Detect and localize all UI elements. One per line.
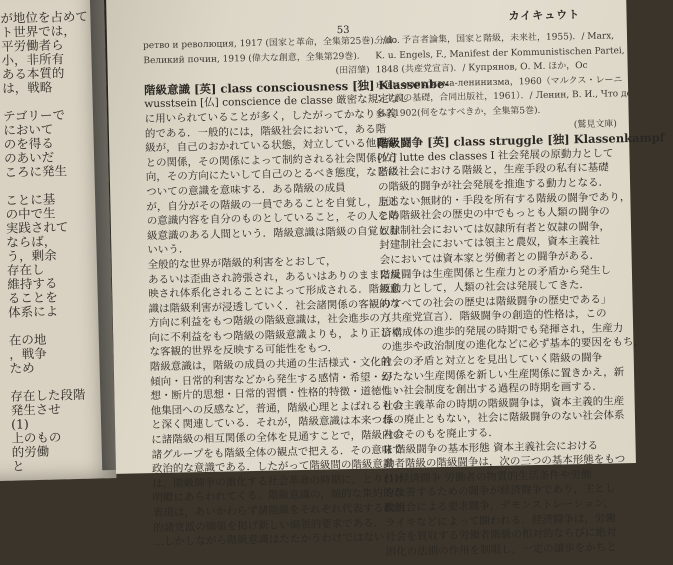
reference-line: K. u. Engels, F., Manifest der Kommunistischen Partei, [375, 45, 625, 61]
column-right [374, 29, 665, 559]
text-line: 社会そのもを廃止する． [383, 426, 499, 442]
text-line: 向，その方向にたいして自己のとるべき態度，などに [145, 166, 398, 184]
left-page-line: 実践されて [5, 219, 69, 236]
running-header-keyword: カイキュウト [508, 8, 581, 23]
left-page-line: 小，非所有 [1, 51, 65, 68]
left-page-line: 存在した段階 [10, 386, 86, 404]
text-line: wusstsein [仏] conscience de classe 厳密な規定なし [144, 93, 410, 111]
author-credit: (鷲見文庫) [573, 118, 617, 130]
text-line: 階級闘争 [英] class struggle [独] Klassenkampf [377, 130, 665, 151]
text-line: 封建制社会においては領主と農奴，資本主義社 [379, 235, 600, 252]
left-page-line: のを得る [3, 135, 54, 152]
left-page-line: が地位を占めて [0, 8, 89, 26]
text-line: 困化の法則の作用を制限し，一定の譲歩をかちと [385, 541, 617, 559]
left-page-line: 発生させ [10, 401, 61, 418]
left-page-line: 在の地 [8, 331, 47, 348]
left-page-line: のあいだ [3, 149, 55, 166]
text-line: 的である．一般的には，階級社会において，ある階 [144, 122, 387, 140]
left-page-line: ため [9, 360, 35, 376]
text-line: 社会主義革命の時期の階級闘争は，資本主義的生産 [382, 395, 625, 413]
text-line: …しかしながら階級意識はたたかうわけではない [153, 531, 385, 549]
left-page-line: において [3, 121, 54, 138]
reference-line: ン主義の基礎，合同出版社，1961）．/ Ленин, В. И., Что де [376, 89, 633, 105]
text-line: 的諸党派の綱領を掲げ新しい綱領的要求である． [153, 516, 385, 534]
text-line: II 階級闘争の基本形態 資本主義社会における [383, 439, 599, 456]
left-page-line: ，戦争 [9, 345, 47, 362]
left-page-line: 維持する [7, 275, 58, 292]
text-line: 原しない無財的・手段を所有する階級の闘争であり， [378, 190, 631, 208]
reference-line: 1848 (共産党宣言)．/ Купрянов, О. М. ほか，Ос [375, 61, 588, 76]
text-line: 動組合による要求闘争，デモンストレーション， [384, 497, 615, 515]
text-line: 奴隷制社会においては奴隷所有者と奴隷の闘争， [378, 220, 611, 238]
left-page-line: と [11, 458, 25, 474]
reference-line: ть? 1902(何をなすべきか，全集第5巻)． [376, 105, 547, 120]
text-line: [仏] lutte des classes I 社会発展の原動力として [377, 147, 614, 165]
text-line: 級が，自己のおかれている状態，対立している他階級 [145, 137, 398, 155]
text-line: は，階級闘争の激化する社会革命の時期に，とりわけ [152, 472, 405, 490]
text-line: 他集団への反感など，普通，階級心理とよばれるもの [150, 399, 403, 417]
reference-line: Великий почин, 1919 (偉大な創意，全集第29巻)． [143, 51, 366, 66]
text-line: 動者階級の階級闘争は，次の三つの基本形態をもつ [383, 453, 626, 471]
left-page-line: (1) [10, 416, 29, 432]
text-line: あるいは歪曲され誇張され，あるいはありのままに反 [147, 268, 401, 286]
page-number: 53 [336, 24, 350, 37]
text-line: な客観的世界を反映する可能性をもつ． [149, 342, 339, 359]
left-page-line: の中で生 [5, 205, 56, 222]
text-line: 明瞭にあらわれてくる．階級意識の，端的な集約的な [152, 487, 405, 505]
left-page-line: 上のもの [11, 429, 62, 446]
reference-line: 分論：予言者論集，国家と階級，未来社，1955)．/ Marx, [374, 31, 615, 47]
text-line: 社会を買収する労働者階級の相対的ならびに絶対 [385, 526, 617, 544]
text-line: 階級意識は，階級の成員の共通の生活様式・文化的 [149, 356, 392, 374]
left-page-line: は，戦略 [2, 79, 53, 96]
left-page-line: ならば， [6, 233, 57, 250]
left-page-line: ころに発生 [4, 163, 68, 180]
text-line: の意識内容を自分のものとしていること，その人を階 [146, 210, 399, 228]
text-line: に諸階級の相互関係の全体を見通すことで，階級内の [151, 428, 404, 447]
text-line: 級意識のある人間という．階級意識は階級の自覚とも [146, 224, 400, 242]
text-line: に用いられていることが多く，したがってかなり多義 [144, 107, 397, 126]
text-line: 会においては資本家と労働者との闘争がある． [379, 249, 601, 267]
text-line: を改善するための闘争が経済闘争であり，主とし [384, 482, 616, 500]
left-page-line: う，剰余 [6, 247, 57, 264]
text-line: ついての意識を意味する．ある階級の成員 [146, 181, 346, 199]
text-line: の進歩や政治制度の進化などに必ず基本的要因をもち， [381, 336, 645, 354]
text-line: 済構成体の進歩的発展の時期でも発揮され，生産力 [381, 322, 624, 340]
text-line: （共産党宣言）．階級闘争の創造的性格は，この [380, 307, 607, 325]
left-page-line: ことに基 [5, 191, 56, 208]
text-line: 係の廃止ともない，社会に階級闘争のない社会体系 [382, 409, 625, 427]
dictionary-page [106, 0, 665, 559]
text-line: の階級的闘争が社会発展を推進する動力となる． [377, 176, 610, 194]
text-line: 政治的な意識である．したがって階級間の階級意識 [151, 458, 394, 476]
text-line: がたない生産関係を新しい生産関係に置きかえ，新 [381, 365, 625, 383]
text-line: 向に不利益をもつ階級の階級意識よりも，より正しく [149, 326, 402, 345]
text-line: 全般的な世界が階級的利害をとおして， [147, 255, 337, 272]
text-line: 表現は，あいかわらず諸階級をそれぞれ代表する政治 [152, 501, 405, 520]
text-line: 原動力として，人類の社会は発展してきた． [380, 279, 591, 296]
text-line: 階級意識 [英] class consciousness [独] Klassenbe- [143, 76, 450, 98]
text-line: ライキなどによって闘われる．経済闘争は，労働 [385, 512, 616, 529]
text-line: 階級社会における階級と，生産手段の私有に基礎 [377, 161, 609, 179]
text-line: (1)経済闘争 労働者の物質的生活条件や労働 [384, 468, 592, 486]
text-line: 識は階級利害が浸透していく．社会諸関係の客観的な [148, 297, 401, 315]
text-line: 想・断片的思想・日常的習慣・性格的特徴・道徳性・ [150, 385, 403, 403]
text-line: 方向に利益をもつ階級の階級意識は，社会進歩の方 [148, 312, 391, 330]
left-page-line: 平労働者ら [0, 37, 64, 54]
text-line: 映され体系化されることによって形成される．階級意 [148, 282, 401, 301]
text-line: 諸グループをも階級全体の観点で把える．その意味で [151, 443, 403, 461]
left-page-line: ト世界では， [0, 22, 77, 40]
left-page-line: ある本質的 [1, 65, 65, 82]
left-page-line: テゴリーで [2, 107, 66, 124]
left-page-line: 存在し [6, 261, 45, 278]
text-line: が，自分がその階級の一員であることを自覚し，上述 [146, 195, 399, 213]
text-line: 傾向・日常的利害などから発生する感情・希望・幻 [150, 370, 392, 388]
text-line: 階級闘争は生産関係と生産力との矛盾から発生し [379, 263, 612, 281]
reference-line: новы марксизма-ленинизма，1960（マルクス・レーニ [375, 74, 623, 91]
text-line: と深く関連している．それが，階級意識は本来つね [150, 414, 393, 432]
entry-class-struggle [377, 130, 665, 559]
left-page-line: ることを [7, 289, 58, 306]
text-line: この階級社会の歴史の中でもっとも人類の闘争の [378, 205, 610, 223]
text-line: いいう． [147, 243, 190, 257]
reference-line: ретво и революция, 1917 (国家と革命，全集第25巻)．/do. [142, 35, 400, 52]
author-credit: (田沼肇) [335, 65, 370, 77]
text-line: のすべての社会の歴史は階級闘争の歴史である」 [380, 293, 612, 311]
text-line: 社会の矛盾と対立とを見出していく階級の闘争 [381, 351, 603, 369]
left-page-line: 体系によ [7, 303, 59, 320]
left-page-line: 的労働 [11, 443, 50, 460]
text-line: しい社会制度を創出する過程の時期を画する． [382, 380, 603, 398]
text-line: との関係，その関係によって制約される社会関係の方 [145, 151, 398, 169]
